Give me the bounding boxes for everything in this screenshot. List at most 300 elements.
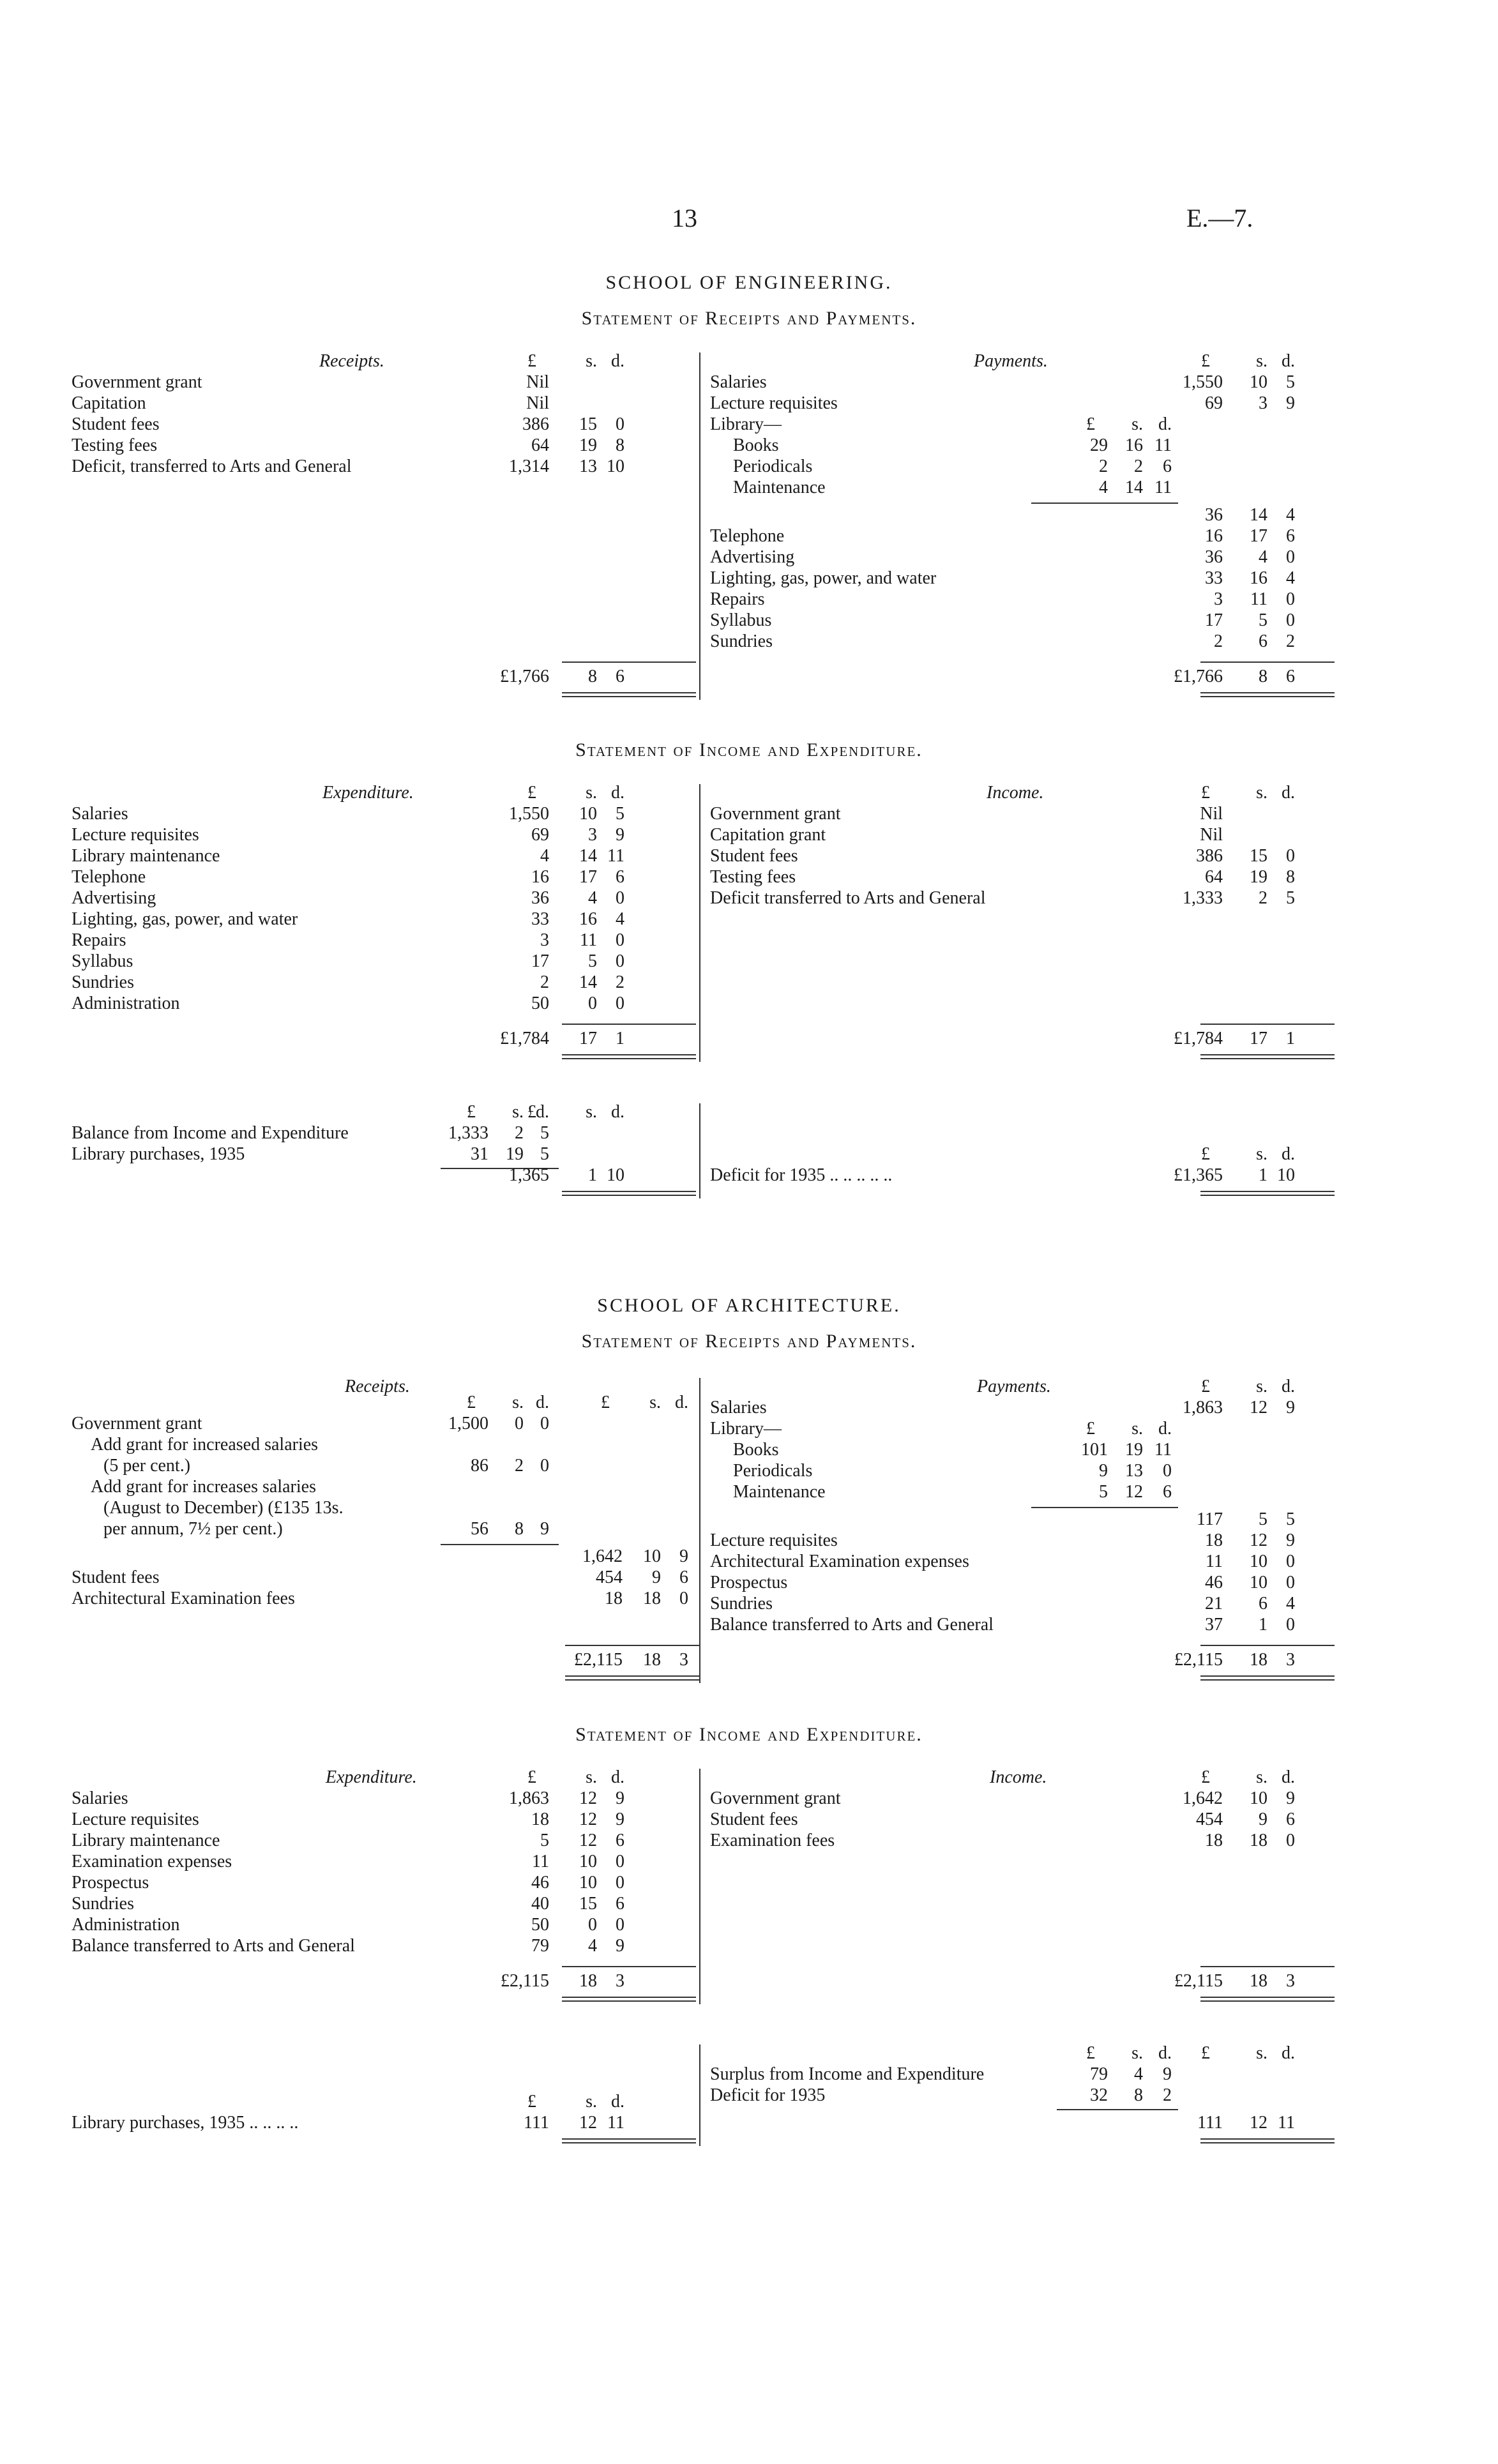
increased-salaries-label: Add grant for increased salaries [91,1435,319,1455]
expenditure-total-rule [562,1966,696,1967]
receipt-amount-pence: 0 [616,414,624,434]
library-currency-d-sign: d. [1158,414,1172,434]
payment-label: Lecture requisites [710,393,838,413]
payment-amount-shillings: 17 [1250,526,1267,546]
library-purchases-double-rule [562,2138,696,2143]
expenditure-amount-shillings: 14 [579,972,597,992]
income-heading: Income. [987,783,1044,803]
income-label: Student fees [710,1810,798,1829]
increased-salaries-amount-pounds: 86 [471,1456,488,1476]
engineering-income-expenditure-title: Statement of Income and Expenditure. [575,739,923,760]
expenditure-amount-pence: 0 [616,994,624,1013]
grant-total-pounds: 1,642 [582,1546,623,1566]
receipts-sub-currency-s-sign: s. [512,1393,524,1412]
increased-salaries-label: (5 per cent.) [103,1456,191,1476]
payments-currency-d-sign: d. [1282,351,1295,371]
expenditure-total-shillings: 18 [579,1971,597,1991]
payments-total-double-rule [1200,692,1335,697]
expenditure-total-double-rule [562,1997,696,2002]
expenditure-amount-pounds: 2 [540,972,549,992]
receipts-currency-pound-sign: £ [527,351,536,371]
surplus-total-double-rule [1200,2138,1335,2143]
deficit-amount-pence: 10 [1277,1165,1295,1185]
receipts-currency-s-sign: s. [586,351,597,371]
payment-amount-shillings: 5 [1259,610,1267,630]
expenditure-amount-pounds: 1,550 [509,804,549,824]
expenditure-currency-s-sign: s. [586,783,597,803]
expenditure-amount-shillings: 16 [579,909,597,929]
deficit-label: Deficit for 1935 .. .. .. .. .. [710,1165,893,1185]
deficit-amount-shillings: 1 [1259,1165,1267,1185]
payment-label: Sundries [710,1594,773,1614]
balance-sub-currency-pound-sign: £ [467,1102,476,1122]
surplus-sub-currency-s-sign: s. [1131,2043,1143,2063]
library-purchases-currency-s-sign: s. [586,2092,597,2112]
payment-amount-pounds: 17 [1205,610,1223,630]
government-grant-label: Government grant [72,1414,202,1433]
expenditure-label: Balance transferred to Arts and General [72,1936,355,1956]
payments-heading: Payments. [974,351,1048,371]
expenditure-amount-pounds: 1,863 [509,1788,549,1808]
balance-total-pounds: 1,365 [509,1165,549,1185]
income-amount-shillings: 9 [1259,1810,1267,1829]
expenditure-amount-pounds: 16 [531,867,549,887]
expenditure-currency-d-sign: d. [611,783,624,803]
balance-total-shillings: 1 [588,1165,597,1185]
receipts-total-shillings: 8 [588,667,597,686]
expenditure-amount-shillings: 10 [579,804,597,824]
payment-amount-pounds: 3 [1214,589,1223,609]
library-total-shillings: 14 [1250,505,1267,525]
library-item-amount-pence: 11 [1154,478,1172,497]
income-amount-pounds: 18 [1205,1831,1223,1850]
receipt-amount-pence: 0 [679,1589,688,1608]
income-amount-shillings: 18 [1250,1831,1267,1850]
library-currency-pound-sign: £ [1086,414,1095,434]
payment-amount-shillings: 6 [1259,631,1267,651]
architecture-receipts-payments-title: Statement of Receipts and Payments. [581,1331,917,1352]
receipts-currency-d-sign: d. [611,351,624,371]
payment-amount-shillings: 16 [1250,568,1267,588]
column-divider [699,352,700,700]
expenditure-total-rule [562,1024,696,1025]
library-item-amount-pence: 11 [1154,435,1172,455]
expenditure-amount-pence: 4 [616,909,624,929]
expenditure-amount-pence: 0 [616,930,624,950]
expenditure-amount-pence: 9 [616,825,624,845]
expenditure-amount-pence: 11 [607,846,624,866]
library-purchases-amount-pounds: 111 [524,2113,549,2133]
library-purchases-currency-pound-sign: £ [527,2092,536,2112]
receipts-total-pounds: £2,115 [574,1650,623,1670]
surplus-amount-shillings: 8 [1134,2085,1143,2105]
payment-label: Telephone [710,526,785,546]
library-total-pence: 5 [1286,1509,1295,1529]
payment-amount-pounds: 1,863 [1183,1398,1223,1417]
income-total-pounds: £2,115 [1174,1971,1223,1991]
receipt-label: Student fees [72,414,160,434]
expenditure-total-pounds: £2,115 [501,1971,549,1991]
surplus-amount-pounds: 79 [1090,2064,1108,2084]
column-divider [699,1769,700,2004]
page-number: 13 [672,204,697,232]
payment-amount-shillings: 10 [1250,1573,1267,1592]
income-amount-pounds: Nil [1200,804,1223,824]
library-item-amount-shillings: 19 [1125,1440,1143,1460]
expenditure-amount-pence: 9 [616,1936,624,1956]
expenditure-amount-pounds: 3 [540,930,549,950]
expenditure-label: Salaries [72,1788,128,1808]
income-currency-d-sign: d. [1282,1767,1295,1787]
balance-currency-pound-sign: £ [527,1102,536,1122]
payment-amount-pence: 0 [1286,610,1295,630]
expenditure-amount-shillings: 5 [588,951,597,971]
increases-salaries-label: (August to December) (£135 13s. [103,1498,344,1518]
expenditure-label: Prospectus [72,1873,149,1893]
library-item-label: Periodicals [733,457,813,476]
balance-amount-pence: 5 [540,1144,549,1164]
surplus-currency-d-sign: d. [1282,2043,1295,2063]
library-label: Library— [710,414,782,434]
income-total-pounds: £1,784 [1174,1029,1223,1048]
expenditure-amount-pounds: 4 [540,846,549,866]
surplus-amount-pence: 9 [1163,2064,1172,2084]
expenditure-amount-pounds: 79 [531,1936,549,1956]
income-label: Student fees [710,846,798,866]
expenditure-amount-shillings: 12 [579,1810,597,1829]
expenditure-amount-pounds: 40 [531,1894,549,1914]
surplus-label: Deficit for 1935 [710,2085,826,2105]
library-currency-d-sign: d. [1158,1419,1172,1439]
expenditure-amount-pounds: 17 [531,951,549,971]
expenditure-amount-pence: 0 [616,1852,624,1871]
deficit-amount-pounds: £1,365 [1174,1165,1223,1185]
income-amount-shillings: 10 [1250,1788,1267,1808]
expenditure-label: Administration [72,1915,180,1935]
expenditure-heading: Expenditure. [322,783,414,803]
expenditure-amount-shillings: 10 [579,1852,597,1871]
expenditure-amount-pence: 6 [616,1831,624,1850]
payment-amount-pence: 6 [1286,526,1295,546]
library-item-amount-pence: 0 [1163,1461,1172,1481]
payment-amount-pounds: 11 [1206,1552,1223,1571]
deficit-double-rule [1200,1191,1335,1196]
income-amount-pounds: 386 [1196,846,1223,866]
deficit-currency-pound-sign: £ [1201,1144,1210,1164]
receipts-total-rule [562,661,696,663]
expenditure-label: Lighting, gas, power, and water [72,909,298,929]
library-item-amount-pence: 6 [1163,457,1172,476]
income-currency-pound-sign: £ [1201,783,1210,803]
grant-total-pence: 9 [679,1546,688,1566]
expenditure-amount-pence: 5 [616,804,624,824]
deficit-currency-d-sign: d. [1282,1144,1295,1164]
library-item-amount-shillings: 12 [1125,1482,1143,1502]
payment-amount-pence: 0 [1286,1615,1295,1635]
expenditure-amount-pence: 6 [616,867,624,887]
payment-label: Advertising [710,547,795,567]
grant-total-shillings: 10 [643,1546,661,1566]
surplus-amount-pounds: 32 [1090,2085,1108,2105]
income-amount-pence: 0 [1286,846,1295,866]
receipt-amount-pounds: Nil [526,393,549,413]
expenditure-label: Sundries [72,972,134,992]
surplus-label: Surplus from Income and Expenditure [710,2064,985,2084]
document-reference: E.—7. [1186,204,1253,232]
library-item-amount-shillings: 16 [1125,435,1143,455]
income-amount-pounds: 64 [1205,867,1223,887]
expenditure-amount-shillings: 15 [579,1894,597,1914]
payment-amount-pence: 4 [1286,568,1295,588]
receipt-label: Deficit, transferred to Arts and General [72,457,352,476]
library-item-label: Maintenance [733,1482,826,1502]
expenditure-amount-pounds: 11 [532,1852,549,1871]
receipt-label: Architectural Examination fees [72,1589,295,1608]
income-total-pence: 3 [1286,1971,1295,1991]
payment-amount-shillings: 11 [1250,589,1267,609]
payment-amount-pence: 9 [1286,393,1295,413]
library-total-pounds: 117 [1197,1509,1223,1529]
payment-amount-pence: 5 [1286,372,1295,392]
balance-currency-d-sign: d. [611,1102,624,1122]
payment-label: Repairs [710,589,765,609]
payments-currency-d-sign: d. [1282,1377,1295,1396]
payment-amount-pence: 2 [1286,631,1295,651]
income-total-rule [1200,1024,1335,1025]
receipts-total-pence: 6 [616,667,624,686]
library-item-amount-shillings: 2 [1134,457,1143,476]
expenditure-amount-shillings: 0 [588,1915,597,1935]
expenditure-amount-pence: 0 [616,1873,624,1893]
receipt-amount-shillings: 13 [579,457,597,476]
library-purchases-amount-pence: 11 [607,2113,624,2133]
expenditure-amount-shillings: 12 [579,1788,597,1808]
surplus-total-shillings: 12 [1250,2113,1267,2133]
library-total-pence: 4 [1286,505,1295,525]
income-heading: Income. [990,1767,1047,1787]
payment-amount-pounds: 16 [1205,526,1223,546]
payment-amount-pounds: 2 [1214,631,1223,651]
receipt-amount-shillings: 19 [579,435,597,455]
payment-amount-shillings: 12 [1250,1531,1267,1550]
library-currency-s-sign: s. [1131,1419,1143,1439]
expenditure-amount-pounds: 5 [540,1831,549,1850]
receipt-amount-shillings: 9 [652,1568,661,1587]
income-amount-pounds: 1,333 [1183,888,1223,908]
payment-amount-pence: 0 [1286,547,1295,567]
expenditure-total-pounds: £1,784 [500,1029,549,1048]
surplus-sub-rule [1057,2109,1178,2110]
income-total-double-rule [1200,1054,1335,1059]
income-total-double-rule [1200,1997,1335,2002]
receipt-amount-pounds: 1,314 [509,457,549,476]
expenditure-amount-pence: 0 [616,1915,624,1935]
library-item-amount-shillings: 13 [1125,1461,1143,1481]
surplus-sub-currency-pound-sign: £ [1086,2043,1095,2063]
payments-total-pence: 3 [1286,1650,1295,1670]
payment-label: Sundries [710,631,773,651]
income-amount-pounds: 454 [1196,1810,1223,1829]
income-amount-shillings: 2 [1259,888,1267,908]
payment-amount-shillings: 1 [1259,1615,1267,1635]
balance-amount-pounds: 1,333 [448,1123,488,1143]
expenditure-heading: Expenditure. [326,1767,417,1787]
receipt-amount-pounds: 18 [605,1589,623,1608]
expenditure-amount-shillings: 3 [588,825,597,845]
payments-total-double-rule [1200,1675,1335,1681]
receipt-amount-pounds: 454 [596,1568,623,1587]
payment-amount-shillings: 10 [1250,372,1267,392]
increased-salaries-amount-pence: 0 [540,1456,549,1476]
income-label: Examination fees [710,1831,835,1850]
payment-amount-pence: 9 [1286,1398,1295,1417]
expenditure-amount-pence: 9 [616,1810,624,1829]
payments-currency-s-sign: s. [1256,351,1267,371]
library-label: Library— [710,1419,782,1439]
expenditure-label: Examination expenses [72,1852,232,1871]
income-total-shillings: 17 [1250,1029,1267,1048]
expenditure-amount-pounds: 46 [531,1873,549,1893]
column-divider [699,2045,700,2146]
payment-amount-pounds: 36 [1205,547,1223,567]
receipt-amount-pence: 8 [616,435,624,455]
expenditure-amount-shillings: 14 [579,846,597,866]
engineering-school-title: SCHOOL OF ENGINEERING. [605,272,893,293]
income-label: Government grant [710,1788,841,1808]
payment-amount-pounds: 18 [1205,1531,1223,1550]
expenditure-label: Lecture requisites [72,1810,199,1829]
balance-sub-currency-d-sign: d. [536,1102,549,1122]
expenditure-amount-pence: 9 [616,1788,624,1808]
library-item-label: Books [733,435,779,455]
surplus-amount-pence: 2 [1163,2085,1172,2105]
income-amount-pounds: Nil [1200,825,1223,845]
library-item-amount-shillings: 14 [1125,478,1143,497]
increases-salaries-label: Add grant for increases salaries [91,1477,316,1497]
payments-total-rule [1200,1645,1335,1646]
expenditure-total-shillings: 17 [579,1029,597,1048]
payment-label: Balance transferred to Arts and General [710,1615,994,1635]
payment-amount-pounds: 21 [1205,1594,1223,1614]
payments-currency-pound-sign: £ [1201,351,1210,371]
library-total-pounds: 36 [1205,505,1223,525]
expenditure-amount-shillings: 4 [588,1936,597,1956]
surplus-currency-pound-sign: £ [1201,2043,1210,2063]
payment-amount-shillings: 10 [1250,1552,1267,1571]
expenditure-total-pence: 1 [616,1029,624,1048]
payment-label: Syllabus [710,610,772,630]
increases-salaries-amount-shillings: 8 [515,1519,524,1539]
payment-label: Prospectus [710,1573,788,1592]
receipts-currency-pound-sign: £ [601,1393,610,1412]
library-currency-s-sign: s. [1131,414,1143,434]
receipt-label: Government grant [72,372,202,392]
payment-amount-pounds: 37 [1205,1615,1223,1635]
expenditure-amount-pence: 6 [616,1894,624,1914]
surplus-total-pounds: 111 [1197,2113,1223,2133]
receipt-amount-pounds: Nil [526,372,549,392]
payment-label: Salaries [710,372,767,392]
payment-label: Salaries [710,1398,767,1417]
receipts-total-rule [565,1645,699,1646]
income-amount-pounds: 1,642 [1183,1788,1223,1808]
payments-total-pounds: £2,115 [1174,1650,1223,1670]
balance-amount-shillings: 19 [506,1144,524,1164]
income-amount-pence: 0 [1286,1831,1295,1850]
expenditure-label: Advertising [72,888,156,908]
balance-amount-pounds: 31 [471,1144,488,1164]
receipts-total-double-rule [565,1675,699,1681]
expenditure-amount-shillings: 11 [580,930,597,950]
expenditure-amount-shillings: 12 [579,1831,597,1850]
expenditure-amount-shillings: 10 [579,1873,597,1893]
expenditure-total-double-rule [562,1054,696,1059]
expenditure-amount-pounds: 50 [531,994,549,1013]
payment-amount-pence: 9 [1286,1531,1295,1550]
balance-amount-pence: 5 [540,1123,549,1143]
expenditure-amount-pence: 2 [616,972,624,992]
expenditure-total-pence: 3 [616,1971,624,1991]
income-total-rule [1200,1966,1335,1967]
increases-salaries-amount-pounds: 56 [471,1519,488,1539]
surplus-sub-currency-d-sign: d. [1158,2043,1172,2063]
income-amount-pence: 6 [1286,1810,1295,1829]
expenditure-label: Repairs [72,930,126,950]
library-item-amount-pounds: 2 [1099,457,1108,476]
payments-total-rule [1200,661,1335,663]
income-label: Capitation grant [710,825,826,845]
income-amount-pence: 5 [1286,888,1295,908]
income-amount-pence: 9 [1286,1788,1295,1808]
increases-salaries-label: per annum, 7½ per cent.) [103,1519,283,1539]
increased-salaries-amount-shillings: 2 [515,1456,524,1476]
library-purchases-label: Library purchases, 1935 .. .. .. .. [72,2113,299,2133]
receipts-total-pounds: £1,766 [500,667,549,686]
payment-amount-shillings: 6 [1259,1594,1267,1614]
income-amount-shillings: 15 [1250,846,1267,866]
receipts-currency-s-sign: s. [649,1393,661,1412]
expenditure-amount-pounds: 36 [531,888,549,908]
payment-amount-pence: 0 [1286,1552,1295,1571]
income-amount-shillings: 19 [1250,867,1267,887]
library-currency-pound-sign: £ [1086,1419,1095,1439]
expenditure-amount-shillings: 4 [588,888,597,908]
deficit-currency-s-sign: s. [1256,1144,1267,1164]
income-amount-pence: 8 [1286,867,1295,887]
balance-total-pence: 10 [607,1165,624,1185]
library-item-amount-pounds: 29 [1090,435,1108,455]
library-item-label: Books [733,1440,779,1460]
receipts-total-shillings: 18 [643,1650,661,1670]
receipt-amount-shillings: 15 [579,414,597,434]
income-total-pence: 1 [1286,1029,1295,1048]
expenditure-amount-pounds: 33 [531,909,549,929]
column-divider [699,1378,700,1683]
library-item-label: Periodicals [733,1461,813,1481]
balance-total-double-rule [562,1191,696,1196]
expenditure-label: Syllabus [72,951,133,971]
library-purchases-amount-shillings: 12 [579,2113,597,2133]
receipts-heading: Receipts. [345,1377,410,1396]
government-grant-amount-pounds: 1,500 [448,1414,488,1433]
receipt-label: Testing fees [72,435,158,455]
library-subtotal-rule [1031,503,1178,504]
payment-label: Lighting, gas, power, and water [710,568,937,588]
library-item-amount-pounds: 4 [1099,478,1108,497]
receipts-total-pence: 3 [679,1650,688,1670]
library-item-amount-pounds: 101 [1081,1440,1108,1460]
payment-amount-pounds: 1,550 [1183,372,1223,392]
